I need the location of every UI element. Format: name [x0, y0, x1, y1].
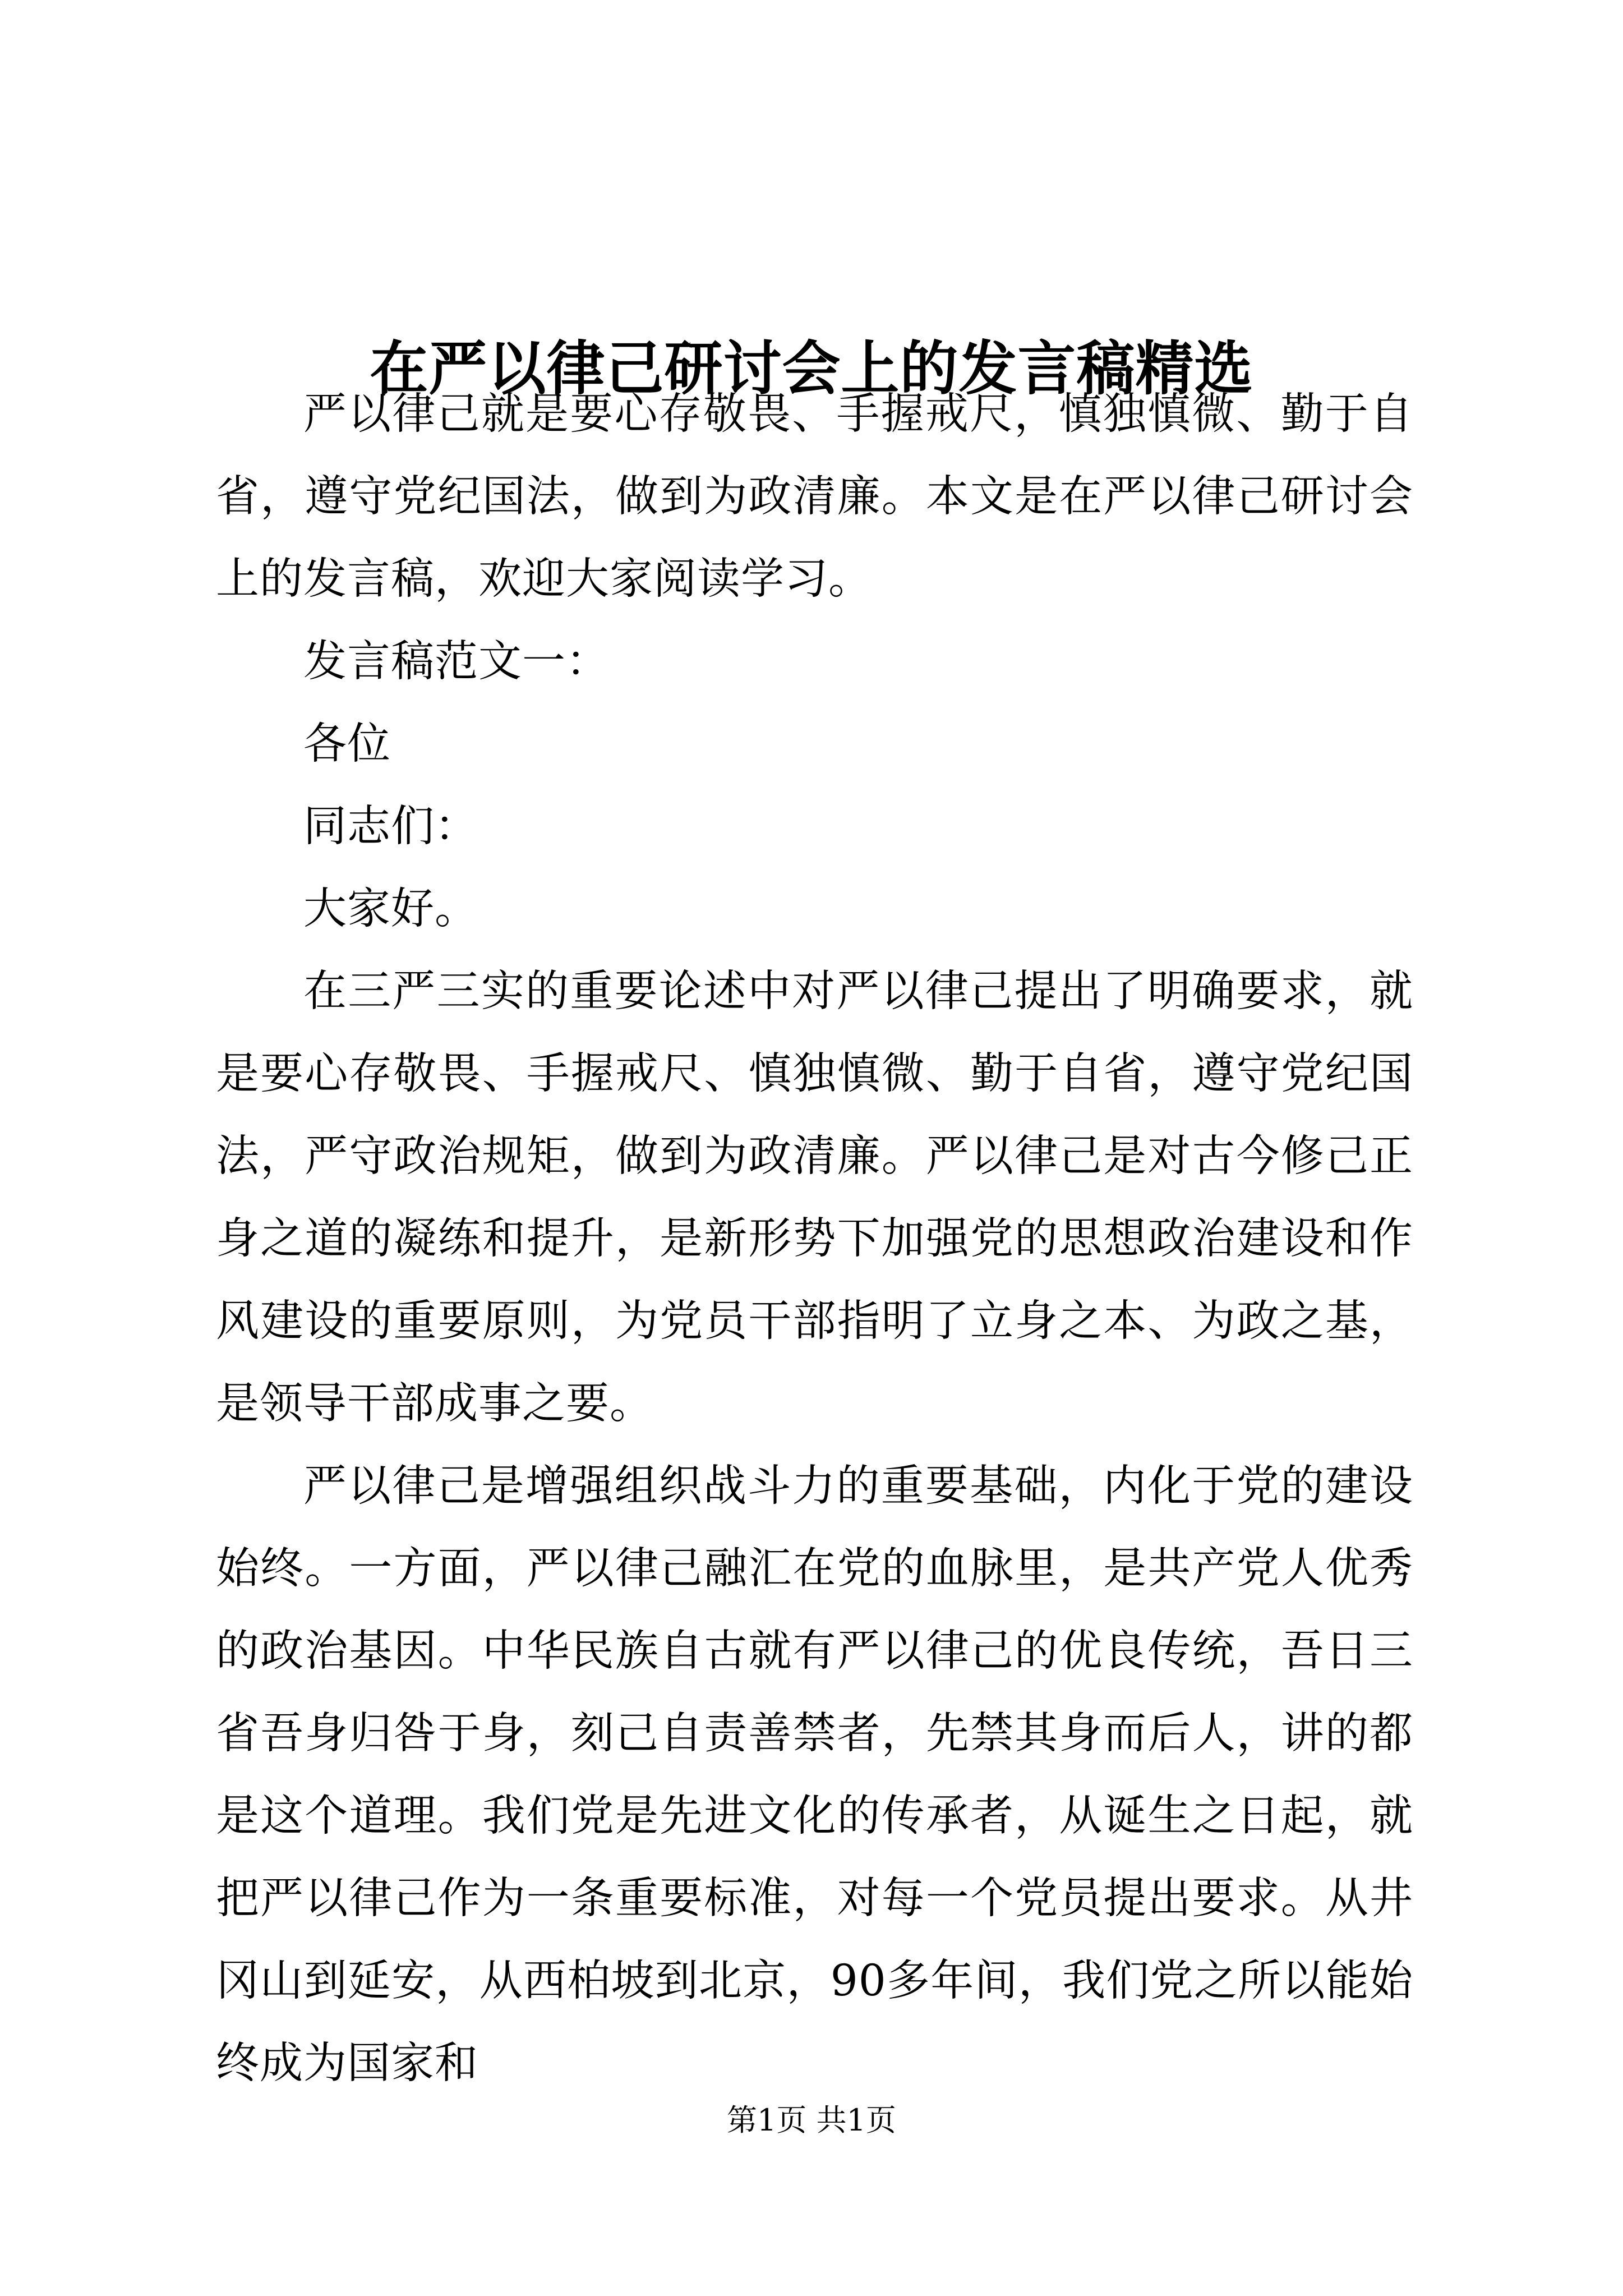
paragraph: 大家好。 [303, 884, 478, 934]
paragraph: 严以律己就是要心存敬畏、手握戒尺，慎独慎微、勤于自省，遵守党纪国法，做到为政清廉。本文是在严以律己研讨会上的发言稿，欢迎大家阅读学习。 [216, 389, 1413, 604]
document-title: 在严以律己研讨会上的发言稿精选 [370, 333, 1253, 403]
paragraph: 在三严三实的重要论述中对严以律己提出了明确要求，就是要心存敬畏、手握戒尺、慎独慎微、勤于自省，遵守党纪国法，严守政治规矩，做到为政清廉。严以律己是对古今修己正身之道的凝练和提升，是新形势下加强党的思想政治建设和作风建设的重要原则，为党员干部指明了立身之本、为政之基，是领导干部成事之要。 [216, 967, 1413, 1429]
page-footer: 第1页 共1页 [727, 2102, 896, 2138]
document-body [216, 373, 1413, 2105]
paragraph: 同志们： [303, 802, 478, 852]
paragraph: 发言稿范文一： [303, 637, 610, 687]
paragraph: 各位 [303, 719, 391, 769]
paragraph: 严以律己是增强组织战斗力的重要基础，内化于党的建设始终。一方面，严以律己融汇在党的血脉里，是共产党人优秀的政治基因。中华民族自古就有严以律己的优良传统，吾日三省吾身归咎于身，刻己自责善禁者，先禁其身而后人，讲的都是这个道理。我们党是先进文化的传承者，从诞生之日起，就把严以律己作为一条重要标准，对每一个党员提出要求。从井冈山到延安，从西柏坡到北京，90多年间，我们党之所以能始终成为国家和 [216, 1461, 1413, 2088]
